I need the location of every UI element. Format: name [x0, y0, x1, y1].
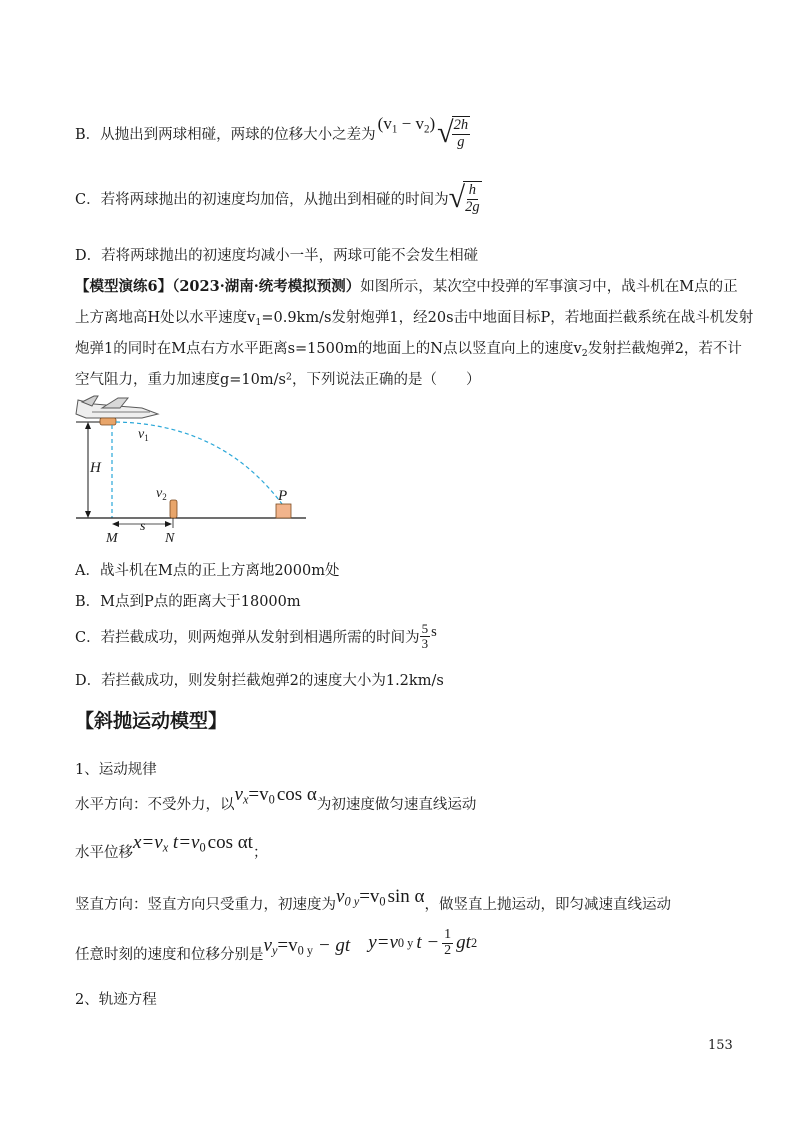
item-1: 1、运动规律: [75, 762, 157, 778]
option-c-text: C．若拦截成功，则两炮弹从发射到相遇所需的时间为: [75, 629, 420, 646]
label-v1: $v_1$: [138, 427, 149, 443]
label-m: M: [106, 531, 118, 544]
option-c-prev-formula: √ $\frac{h}{2g}$: [448, 181, 480, 215]
section-title: 【斜抛运动模型】: [75, 710, 228, 732]
any-time-line: 任意时刻的速度和位移分别是 $v_y=v_{0 y}$ − gt y=v 0 y t − $\frac{1}{2}$ gt 2: [75, 927, 478, 964]
displacement-formula: $x=v_x$ $t=v_0$ cos αt: [133, 832, 253, 855]
shell-1: [100, 418, 116, 425]
label-p: P: [278, 488, 288, 504]
target-p: [276, 504, 291, 518]
label-s: s: [140, 519, 146, 534]
page-number: 153: [708, 1038, 733, 1053]
option-c-unit: s: [431, 623, 437, 640]
problem-line-1: [75, 275, 738, 296]
option-b-prev: [75, 113, 470, 153]
fighter-jet-icon: [76, 396, 158, 418]
item-2: 2、轨迹方程: [75, 992, 157, 1008]
problem-line-3: 炮弹1的同时在M点右方水平距离s=1500m的地面上的N点以竖直向上的速度$v_2$发射拦截炮弹2，若不计: [75, 341, 742, 359]
displacement-y-formula: y=v 0 y t − $\frac{1}{2}$ gt 2: [368, 927, 478, 958]
horizontal-line: 水平方向：不受外力，以 $v_x=v_0$ cos α 为初速度做匀速直线运动: [75, 784, 477, 813]
vertical-line: 竖直方向：竖直方向只受重力，初速度为 $v_{0 y}=v_0$ sin α ，做竖直上抛运动，即匀减速直线运动: [75, 886, 671, 913]
option-b: B．M点到P点的距离大于18000m: [75, 594, 301, 610]
option-b-prev-formula: $(v_1 - v_2)$ √ $\frac{2h}{g}$: [377, 114, 469, 150]
problem-line-2: 上方离地高H处以水平速度$v_1=0.9km/s$发射炮弹1，经20s击中地面目标P，若地面拦截系统在战斗机发射: [75, 310, 754, 328]
option-c-prev-text: C．若将两球抛出的初速度均加倍，从抛出到相碰的时间为: [75, 191, 449, 208]
problem-line-1-text: 如图所示，某次空中投弹的军事演习中，战斗机在M点的正: [360, 279, 738, 295]
problem-line-4: 空气阻力，重力加速度$g=10m/s^2$，下列说法正确的是（ ）: [75, 371, 481, 388]
option-d: D．若拦截成功，则发射拦截炮弹2的速度大小为1.2km/s: [75, 673, 444, 689]
projectile-figure: [72, 394, 312, 544]
option-a: A．战斗机在M点的正上方离地2000m处: [75, 563, 340, 579]
option-c: [75, 614, 437, 658]
label-v2: $v_2$: [156, 486, 167, 502]
label-n: N: [165, 531, 175, 544]
vertical-formula: $v_{0 y}=v_0$ sin α: [336, 886, 425, 909]
displacement-line: 水平位移 $x=v_x$ $t=v_0$ cos αt ；: [75, 832, 268, 861]
option-c-fraction: $\frac{5}{3}$: [421, 620, 429, 651]
option-c-prev: [75, 174, 482, 222]
horizontal-formula: $v_x=v_0$ cos α: [234, 784, 317, 807]
option-d-prev: D．若将两球抛出的初速度均减小一半，两球可能不会发生相碰: [75, 248, 479, 264]
shell-2: [170, 500, 177, 518]
label-h: H: [90, 460, 101, 476]
option-b-prev-text: B．从抛出到两球相碰，两球的位移大小之差为: [75, 126, 376, 143]
velocity-formula: $v_y=v_{0 y}$ − gt: [263, 934, 351, 958]
problem-tag: 【模型演练6】（2023·湖南·统考模拟预测）: [75, 278, 361, 295]
